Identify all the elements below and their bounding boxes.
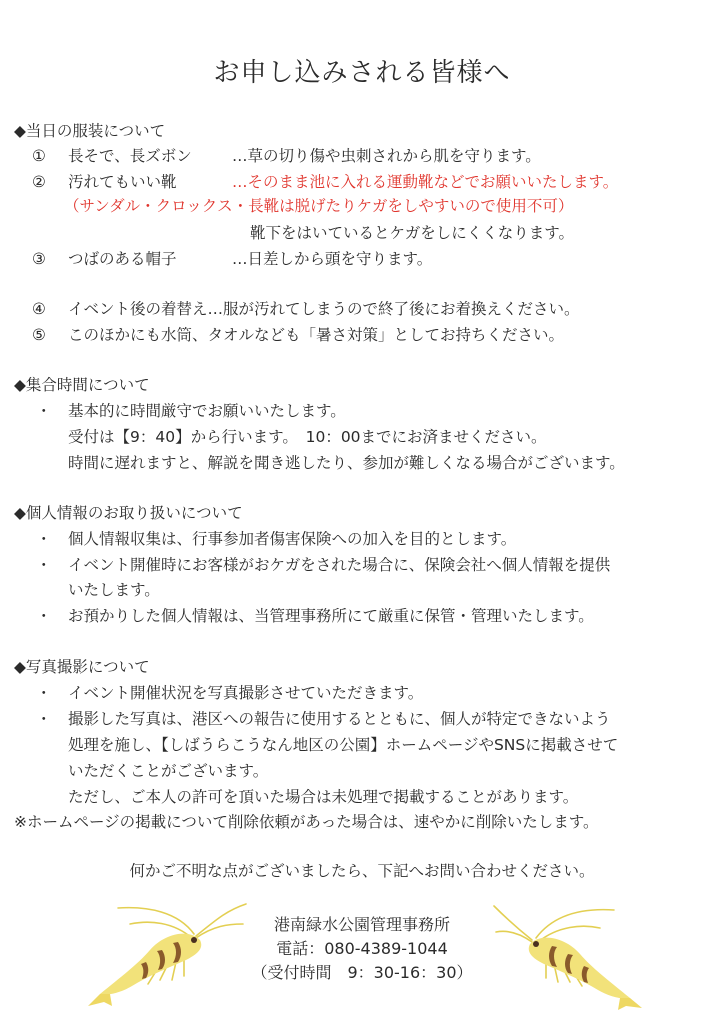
item-label: 長そで、長ズボン xyxy=(68,147,192,165)
item-text: イベント後の着替え…服が汚れてしまうので終了後にお着換えください。 xyxy=(68,300,580,318)
item-description: …草の切り傷や虫刺されから肌を守ります。 xyxy=(232,147,541,165)
shrimp-left-icon xyxy=(78,898,248,1008)
item-number: ② xyxy=(32,173,46,191)
item-number: ④ xyxy=(32,300,46,318)
photo-item: 撮影した写真は、港区への報告に使用するとともに、個人が特定できないよう xyxy=(68,710,611,728)
inquiry-text: 何かご不明な点がございましたら、下記へお問い合わせください。 xyxy=(129,862,595,880)
office-name: 港南緑水公園管理事務所 xyxy=(273,915,450,934)
privacy-item-continued: いたします。 xyxy=(68,581,160,599)
item-number: ① xyxy=(32,147,46,165)
bullet-icon: ・ xyxy=(36,607,52,625)
meeting-line: 基本的に時間厳守でお願いいたします。 xyxy=(68,402,346,420)
item-warning-note: （サンダル・クロックス・長靴は脱げたりケガをしやすいので使用不可） xyxy=(64,197,574,215)
bullet-icon: ・ xyxy=(36,684,52,702)
bullet-icon: ・ xyxy=(36,710,52,728)
photo-item: イベント開催状況を写真撮影させていただきます。 xyxy=(68,684,424,702)
reception-hours: （受付時間 9：30-16：30） xyxy=(251,963,473,982)
section-heading-photo: ◆写真撮影について xyxy=(14,658,150,676)
item-description: …そのまま池に入れる運動靴などでお願いいたします。 xyxy=(232,173,619,191)
item-number: ⑤ xyxy=(32,326,46,344)
section-heading-clothing: ◆当日の服装について xyxy=(14,122,166,140)
photo-item-continued: 処理を施し、【しばうらこうなん地区の公園】ホームページやSNSに掲載させて xyxy=(68,736,619,754)
item-text: このほかにも水筒、タオルなども「暑さ対策」としてお持ちください。 xyxy=(68,326,565,344)
deletion-note: ※ホームページの掲載について削除依頼があった場合は、速やかに削除いたします。 xyxy=(14,813,599,831)
item-label: 汚れてもいい靴 xyxy=(68,173,177,191)
photo-item-continued: ただし、ご本人の許可を頂いた場合は未処理で掲載することがあります。 xyxy=(68,788,579,806)
meeting-line: 受付は【9：40】から行います。 10：00までにお済ませください。 xyxy=(68,428,547,446)
bullet-icon: ・ xyxy=(36,556,52,574)
item-number: ③ xyxy=(32,250,46,268)
meeting-line: 時間に遅れますと、解説を聞き逃したり、参加が難しくなる場合がございます。 xyxy=(68,454,625,472)
item-description: …日差しから頭を守ります。 xyxy=(232,250,433,268)
section-heading-privacy: ◆個人情報のお取り扱いについて xyxy=(14,504,243,522)
page-title: お申し込みされる皆様へ xyxy=(213,58,511,88)
item-label: つばのある帽子 xyxy=(68,250,177,268)
bullet-icon: ・ xyxy=(36,402,52,420)
privacy-item: 個人情報収集は、行事参加者傷害保険への加入を目的とします。 xyxy=(68,530,517,548)
section-heading-meeting: ◆集合時間について xyxy=(14,376,150,394)
shrimp-right-icon xyxy=(492,900,652,1010)
item-note: 靴下をはいているとケガをしにくくなります。 xyxy=(250,224,574,242)
bullet-icon: ・ xyxy=(36,530,52,548)
phone-number: 電話：080-4389-1044 xyxy=(276,939,448,958)
privacy-item: イベント開催時にお客様がおケガをされた場合に、保険会社へ個人情報を提供 xyxy=(68,556,611,574)
photo-item-continued: いただくことがございます。 xyxy=(68,762,269,780)
privacy-item: お預かりした個人情報は、当管理事務所にて厳重に保管・管理いたします。 xyxy=(68,607,594,625)
